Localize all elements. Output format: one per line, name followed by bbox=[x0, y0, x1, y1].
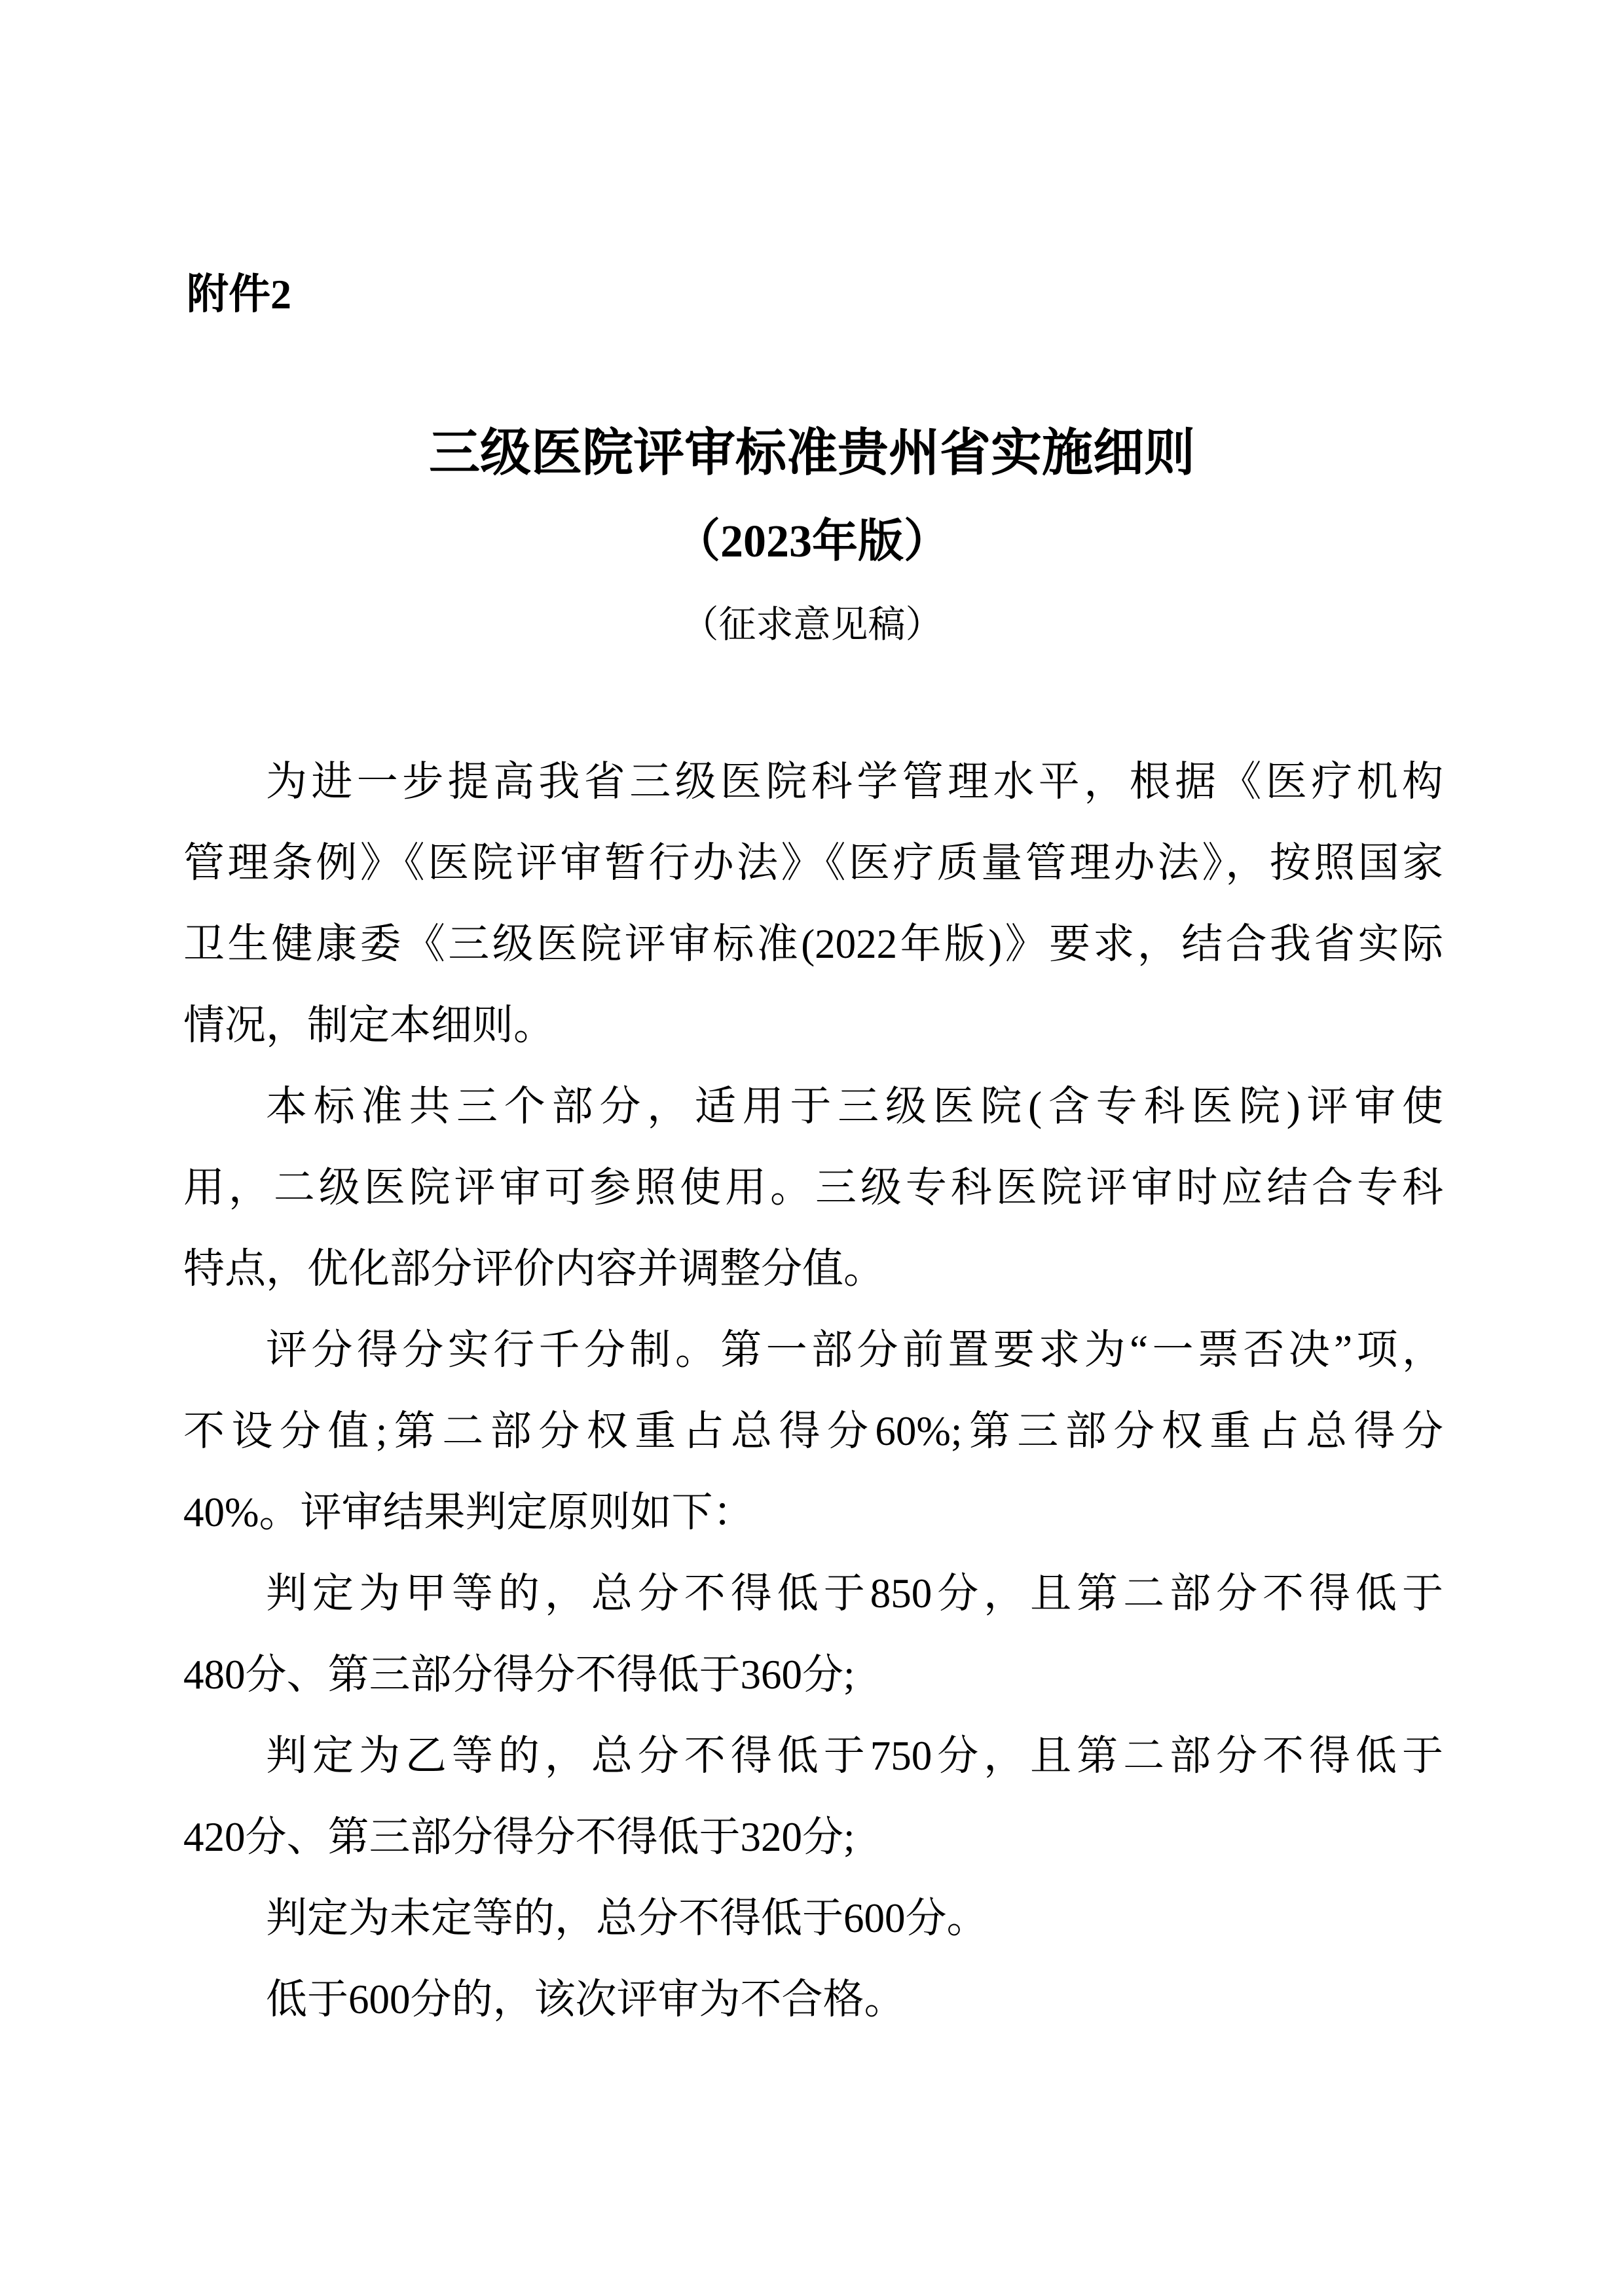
document-title: 三级医院评审标准贵州省实施细则 bbox=[428, 424, 1195, 481]
document-body bbox=[183, 741, 1443, 2040]
body-line: 用，二级医院评审可参照使用。三级专科医院评审时应结合专科 bbox=[183, 1165, 1443, 1211]
body-line: 本标准共三个部分，适用于三级医院(含专科医院)评审使 bbox=[266, 1084, 1443, 1129]
body-line: 特点，优化部分评价内容并调整分值。 bbox=[183, 1246, 885, 1292]
body-line: 卫生健康委《三级医院评审标准(2022年版)》要求，结合我省实际 bbox=[183, 921, 1443, 967]
attachment-label: 附件2 bbox=[187, 271, 291, 318]
body-line: 评分得分实行千分制。第一部分前置要求为“一票否决”项， bbox=[266, 1327, 1443, 1373]
body-line: 情况，制定本细则。 bbox=[183, 1002, 555, 1048]
body-line: 判定为未定等的，总分不得低于600分。 bbox=[266, 1895, 988, 1941]
body-line: 管理条例》《医院评审暂行办法》《医疗质量管理办法》，按照国家 bbox=[183, 840, 1443, 886]
draft-note: （征求意见稿） bbox=[681, 604, 943, 646]
body-line: 判定为甲等的，总分不得低于850分，且第二部分不得低于 bbox=[266, 1571, 1443, 1616]
body-line: 40%。评审结果判定原则如下： bbox=[183, 1489, 754, 1535]
body-line: 420分、第三部分得分不得低于320分; bbox=[183, 1814, 855, 1860]
body-line: 低于600分的，该次评审为不合格。 bbox=[266, 1977, 906, 2022]
document-edition: （2023年版） bbox=[674, 517, 950, 567]
body-line: 为进一步提高我省三级医院科学管理水平，根据《医疗机构 bbox=[266, 759, 1443, 805]
body-line: 判定为乙等的，总分不得低于750分，且第二部分不得低于 bbox=[266, 1733, 1443, 1779]
body-line: 480分、第三部分得分不得低于360分; bbox=[183, 1652, 855, 1698]
body-line: 不设分值;第二部分权重占总得分60%;第三部分权重占总得分 bbox=[183, 1408, 1443, 1454]
